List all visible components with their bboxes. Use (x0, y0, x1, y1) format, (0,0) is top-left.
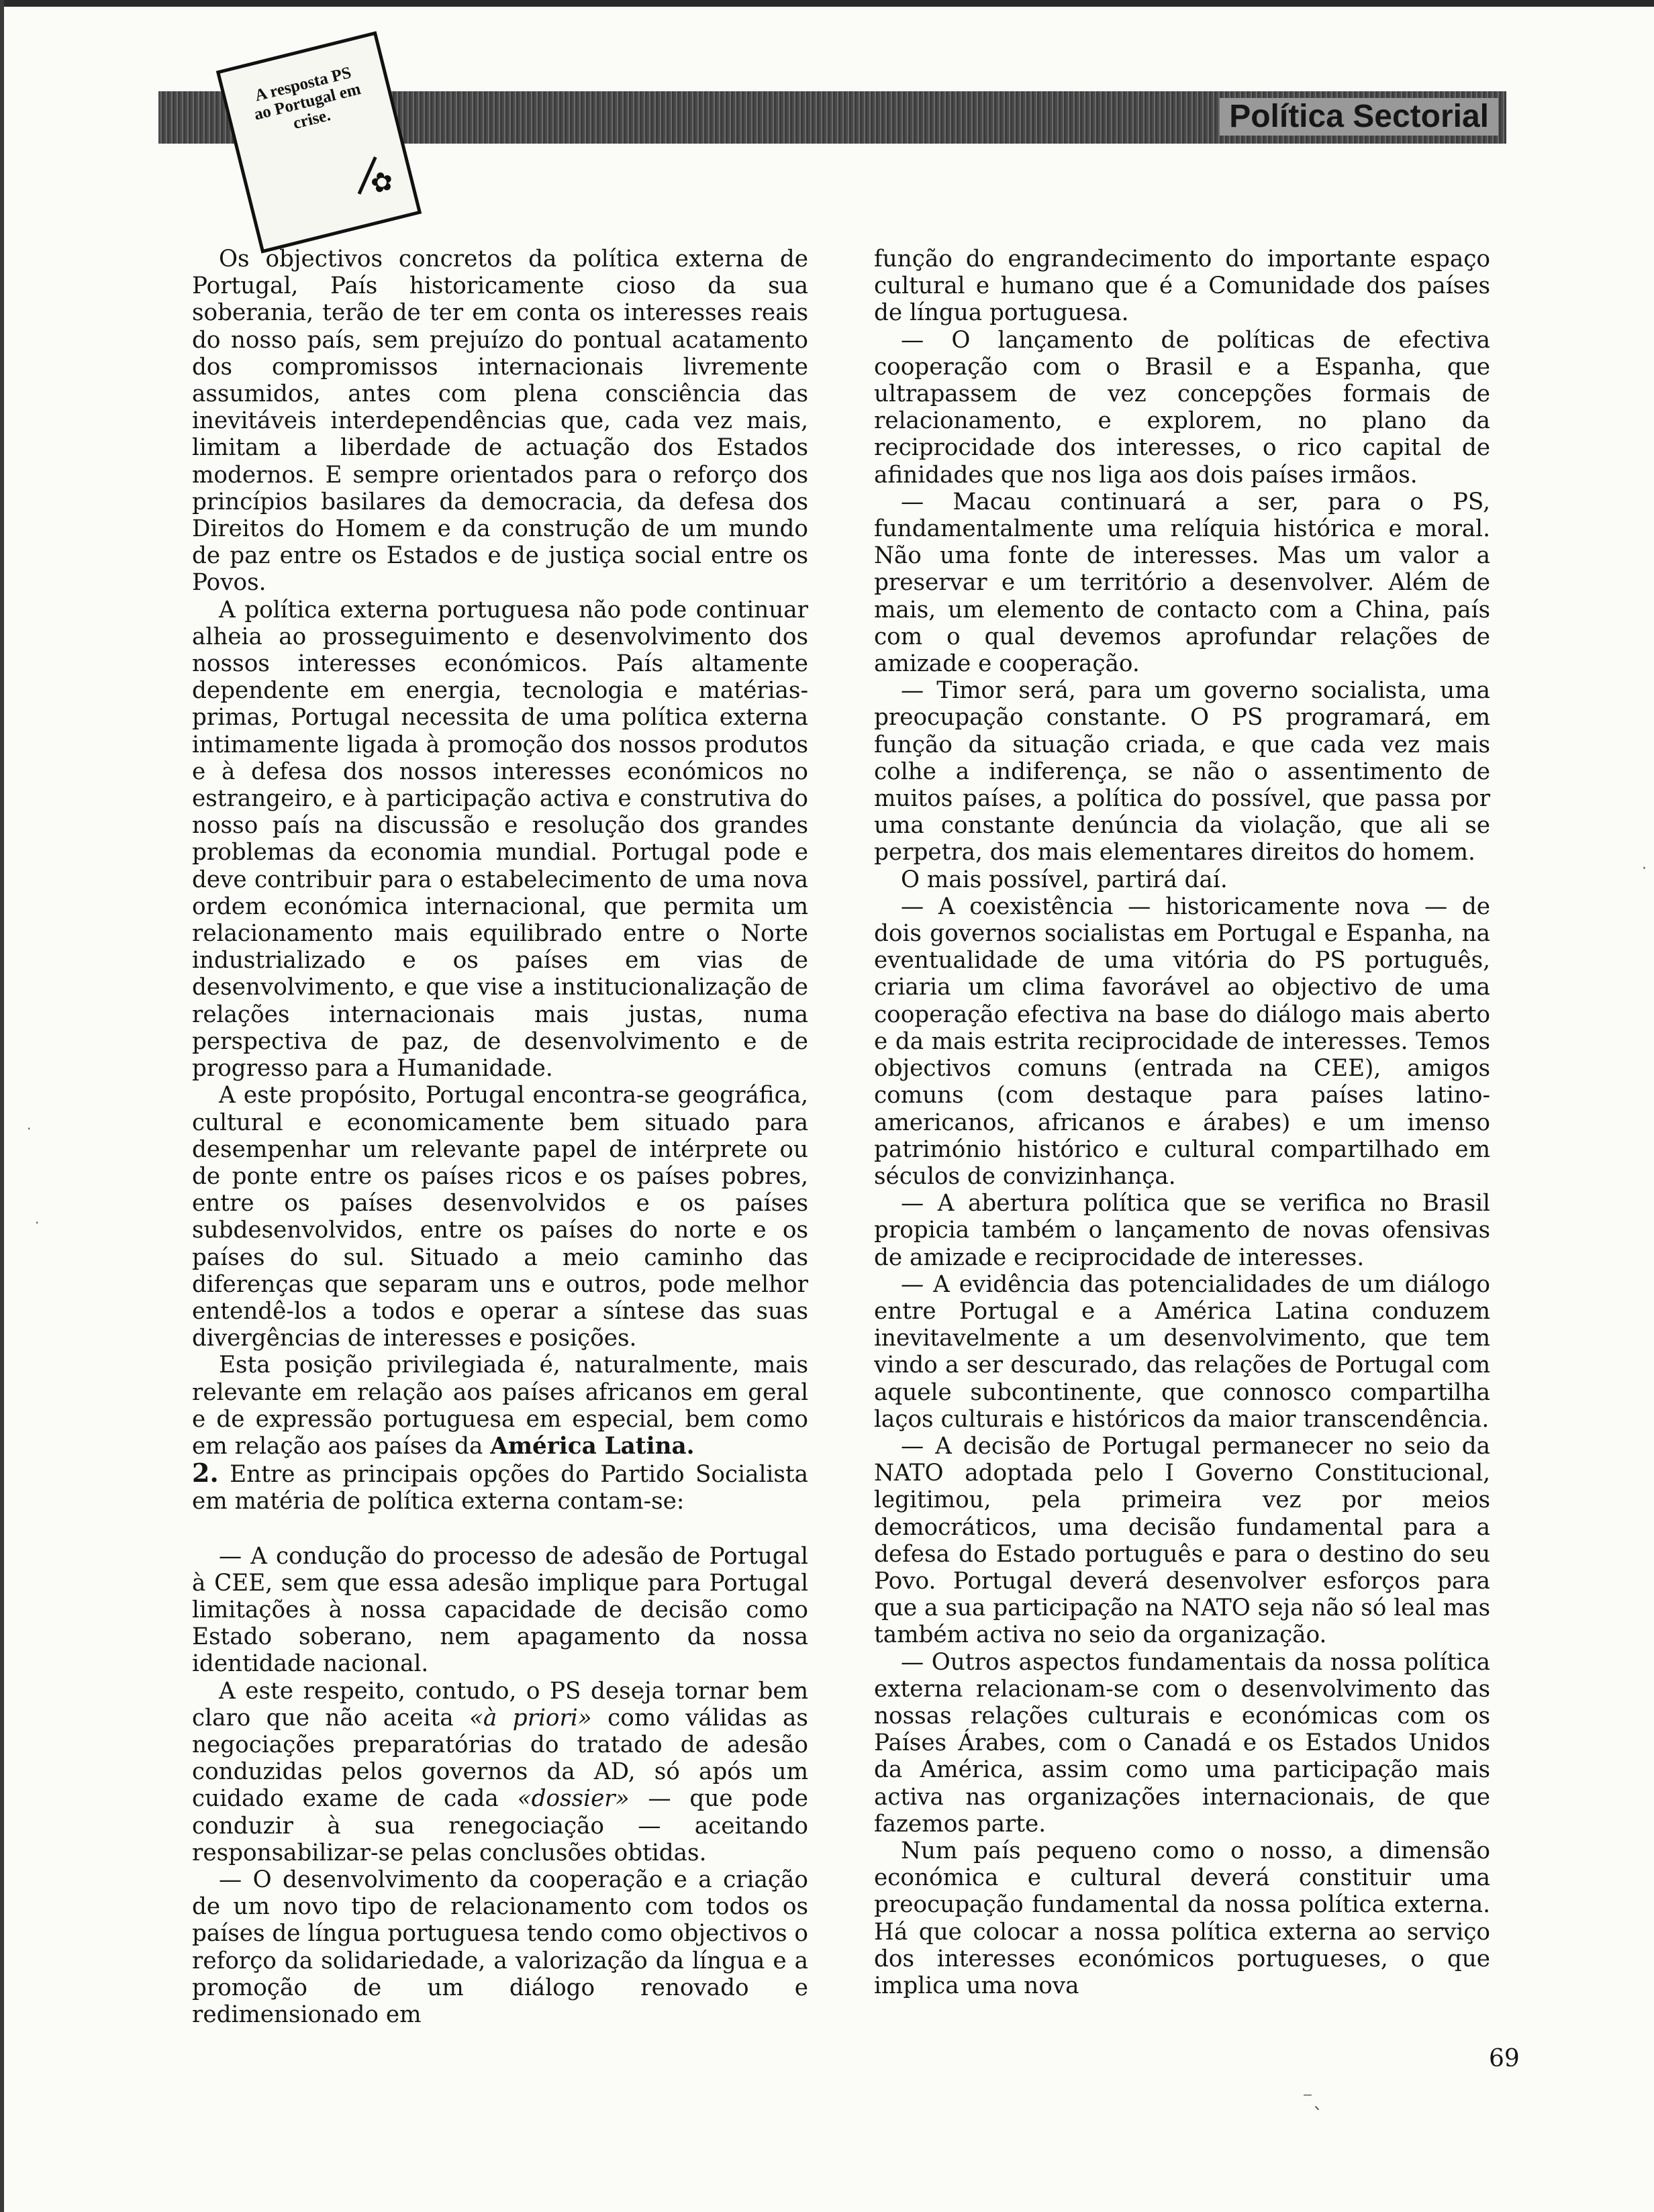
booklet-title: A resposta PS ao Portugal em crise. (252, 63, 363, 133)
paragraph-text: como válidas as negociações preparatórias do tratado de adesão conduzidas pelos governos da AD, só após um cuidado exame de cada (192, 1704, 808, 1813)
list-item: — Timor será, para um governo socialista, uma preocupação constante. O PS programará, em função da situação criada, e que cada vez mais colhe a indiferença, se não o assentimento de muitos países, a política do possível, que passa por uma constante denúncia da violação, que ali se perpetra, dos mais elementares direitos do homem. (874, 677, 1490, 866)
paragraph (192, 1352, 808, 1460)
paragraph (192, 1678, 808, 1866)
list-item: — A abertura política que se verifica no Brasil propicia também o lançamento de novas ofensivas de amizade e reciprocidade de interesses. (874, 1190, 1490, 1271)
paragraph-text: Esta posição privilegiada é, naturalmente, mais relevante em relação aos países africanos em geral e de expressão portuguesa em especial, bem como em relação aos países da (192, 1352, 808, 1460)
section-number: 2. (192, 1458, 219, 1489)
scan-speck: · (1642, 860, 1647, 877)
paragraph: O mais possível, partirá daí. (901, 866, 1228, 893)
list-item: — O lançamento de políticas de efectiva cooperação com o Brasil e a Espanha, que ultrapassem de vez concepções formais de relacionamento, e explorem, no plano da reciprocidade dos interesses, o rico capital de afinidades que nos liga aos dois países irmãos. (874, 326, 1490, 489)
list-item: — A evidência das potencialidades de um diálogo entre Portugal e a América Latina conduzem inevitavelmente a um desenvolvimento, que tem vindo a ser descurado, das relações de Portugal com aquele subcontinente, que connosco compartilha laços culturais e históricos da maior transcendência. (874, 1270, 1490, 1433)
paragraph: A política externa portuguesa não pode continuar alheia ao prosseguimento e desenvolvimento dos nossos interesses económicos. País altamente dependente em energia, tecnologia e matérias-primas, Portugal necessita de uma política externa intimamente ligada à promoção dos nossos produtos e à defesa dos nossos interesses económicos no estrangeiro, e à participação activa e construtiva do nosso país na discussão e resolução dos grandes problemas da economia mundial. Portugal pode e deve contribuir para o estabelecimento de uma nova ordem económica internacional, que permita um relacionamento mais equilibrado entre o Norte industrializado e os países em vias de desenvolvimento, e que vise a institucionalização de relações internacionais mais justas, numa perspectiva de paz, de desenvolvimento e de progresso para a Humanidade. (192, 596, 808, 1083)
scan-edge-left (0, 0, 4, 2212)
section-2-text: Entre as principais opções do Partido Socialista em matéria de política externa contam-se: (192, 1461, 808, 1515)
list-item: — Macau continuará a ser, para o PS, fundamentalmente uma relíquia histórica e moral. Não uma fonte de interesses. Mas um valor a preservar e um território a desenvolver. Além de mais, um elemento de contacto com a China, país com o qual devemos aprofundar relações de amizade e cooperação. (874, 488, 1490, 678)
list-item: — A coexistência — historicamente nova — de dois governos socialistas em Portugal e Espanha, na eventualidade de uma vitória do PS português, criaria um clima favorável ao objectivo de uma cooperação efectiva na base do diálogo mais aberto e da mais estrita reciprocidade de interesses. Temos objectivos comuns (entrada na CEE), amigos comuns (com destaque para países latino-americanos, africanos e árabes) e um imenso património histórico e cultural compartilhado em séculos de convizinhança. (874, 893, 1490, 1190)
dossier-italic: «dossier» (517, 1785, 630, 1813)
right-column (874, 246, 1490, 1999)
booklet-illustration (216, 31, 422, 253)
paragraph: função do engrandecimento do importante espaço cultural e humano que é a Comunidade dos países de língua portuguesa. (874, 246, 1490, 327)
paragraph-text: A este respeito, contudo, o PS deseja tornar bem claro que não aceita (192, 1677, 808, 1731)
paragraph: Num país pequeno como o nosso, a dimensão económica e cultural deverá constituir uma preocupação fundamental da nossa política externa. Há que colocar a nossa política externa ao serviço dos interesses económicos portugueses, o que implica uma nova (874, 1837, 1490, 1999)
a-priori-italic: «à priori» (469, 1704, 592, 1731)
list-item: — Outros aspectos fundamentais da nossa política externa relacionam-se com o desenvolvimento das nossas relações culturais e económicas com os Países Árabes, com o Canadá e os Estados Unidos da América, assim como uma participação mais activa nas organizações internacionais, de que fazemos parte. (874, 1648, 1490, 1838)
section-label: Política Sectorial (1220, 98, 1498, 136)
list-item: — A decisão de Portugal permanecer no seio da NATO adoptada pelo I Governo Constitucional, legitimou, pela primeira vez por meios democráticos, uma decisão fundamental para a defesa do Estado português e para o destino do seu Povo. Portugal deverá desenvolver esforços para que a sua participação na NATO seja não só leal mas também activa no seio da organização. (874, 1432, 1490, 1649)
list-item: — A condução do processo de adesão de Portugal à CEE, sem que essa adesão implique para Portugal limitações à nossa capacidade de decisão como Estado soberano, nem apagamento da nossa identidade nacional. (192, 1542, 808, 1678)
scan-speck: · (27, 1121, 32, 1137)
list-item: — O desenvolvimento da cooperação e a criação de um novo tipo de relacionamento com todos os países de língua portuguesa tendo como objectivos o reforço da solidariedade, a valorização da língua e a promoção de um diálogo renovado e redimensionado em (192, 1866, 808, 2028)
page-number: 69 (1489, 2045, 1520, 2072)
paragraph: Os objectivos concretos da política externa de Portugal, País historicamente cioso da sua soberania, terão de ter em conta os interesses reais do nosso país, sem prejuízo do pontual acatamento dos compromissos internacionais livremente assumidos, antes com plena consciência das inevitáveis interdependências que, cada vez mais, limitam a liberdade de actuação dos Estados modernos. E sempre orientados para o reforço dos princípios basilares da democracia, da defesa dos Direitos do Homem e da construção de um mundo de paz entre os Estados e de justiça social entre os Povos. (192, 246, 808, 597)
paragraph: A este propósito, Portugal encontra-se geográfica, cultural e economicamente bem situado para desempenhar um relevante papel de intérprete ou de ponte entre os países ricos e os países pobres, entre os países desenvolvidos e os países subdesenvolvidos, entre os países do norte e os países do sul. Situado a meio caminho das diferenças que separam uns e outros, pode melhor entendê-los a todos e operar a síntese das suas divergências de interesses e posições. (192, 1082, 808, 1352)
rose-logo-icon: ✿ (367, 164, 397, 201)
paragraph-text: — que pode conduzir à sua renegociação — aceitando responsabilizar-se pelas conclusões obtidas. (192, 1785, 808, 1866)
america-latina-bold: América Latina. (490, 1432, 695, 1460)
scan-smudge: ⁻ˎ (1302, 2087, 1323, 2111)
scan-speck: · (35, 1215, 40, 1231)
left-column (192, 246, 808, 2028)
section-2-intro (192, 1460, 808, 1515)
scan-edge-top (0, 0, 1654, 7)
